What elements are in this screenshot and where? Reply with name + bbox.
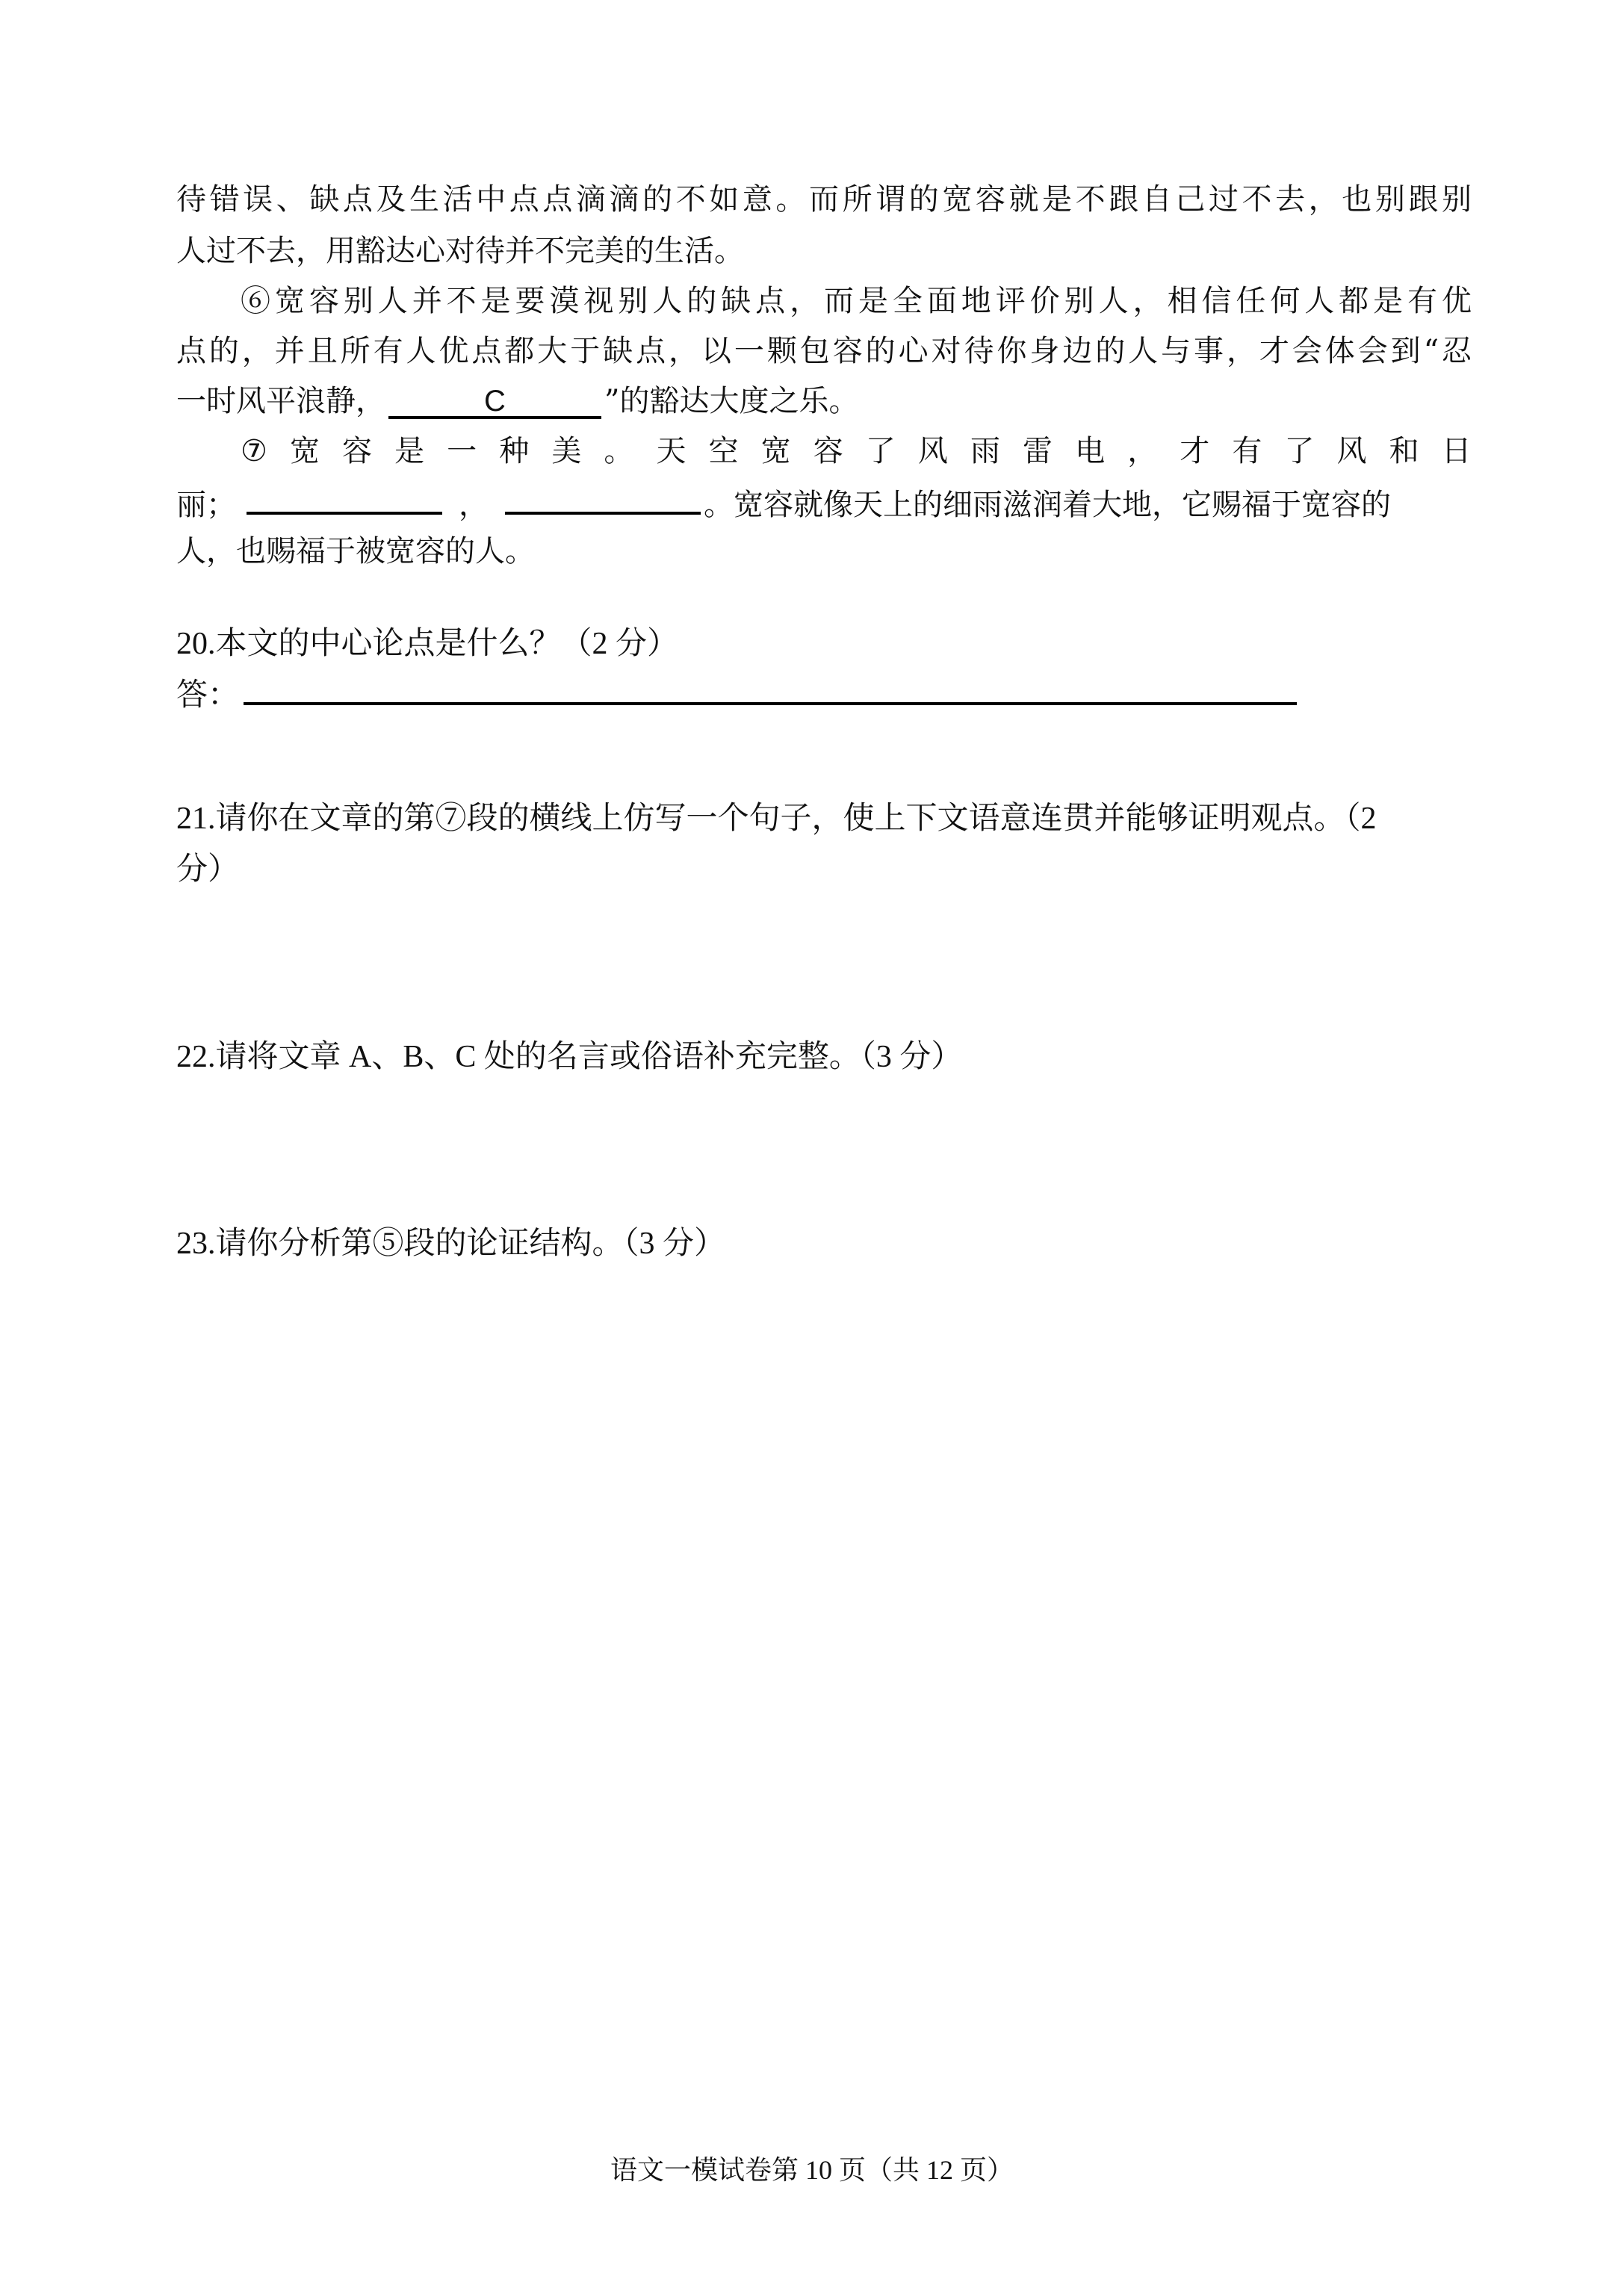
passage-continuation-line-2: 人过不去，用豁达心对待并不完美的生活。 [176,234,744,268]
fill-blank-c[interactable] [388,383,601,419]
paragraph-7-text-start: 丽； [176,488,236,522]
paragraph-6-text-before-blank: 一时风平浪静， [176,384,385,418]
question-22: 22.请将文章 A、B、C 处的名言或俗语补充完整。（3 分） [176,1040,963,1074]
paragraph-6-text-after-blank: ”的豁达大度之乐。 [604,384,859,418]
char: 日 [1441,434,1472,468]
answer-label: 答： [176,678,240,713]
paragraph-7-line-1 [176,429,1472,474]
char: 宽 [760,434,791,468]
page-footer: 语文一模试卷第 10 页（共 12 页） [610,2155,1014,2185]
fill-blank-imitation-2[interactable] [505,479,701,515]
char: 美 [551,434,582,468]
char: 和 [1389,434,1419,468]
char: 种 [499,434,530,468]
question-20-answer-line[interactable] [244,669,1297,705]
char: 风 [917,434,948,468]
blank-separator-comma: ， [459,488,489,522]
char: 天 [656,434,687,468]
char: ， [1127,434,1158,468]
char: 容 [342,434,373,468]
question-23: 23.请你分析第⑤段的论证结构。（3 分） [176,1227,726,1261]
char: 容 [813,434,843,468]
paragraph-6-line-2: 点的，并且所有人优点都大于缺点，以一颗包容的心对待你身边的人与事，才会体会到“忍 [176,334,1472,368]
char: 宽 [289,434,320,468]
paragraph-6-line-1: ⑥宽容别人并不是要漠视别人的缺点，而是全面地评价别人，相信任何人都是有优 [241,284,1472,318]
question-20-answer-row [176,669,1472,714]
paragraph-7-text-after-blanks: 。宽容就像天上的细雨滋润着大地，它赐福于宽容的 [704,488,1391,522]
passage-continuation-line-1: 待错误、缺点及生活中点点滴滴的不如意。而所谓的宽容就是不跟自己过不去，也别跟别 [176,182,1472,217]
char: 雨 [970,434,1000,468]
char: 电 [1075,434,1106,468]
paragraph-7-line-2 [176,479,1472,524]
char: 才 [1180,434,1210,468]
question-20: 20.本文的中心论点是什么？（2 分） [176,627,679,661]
char: 了 [1284,434,1315,468]
char: 一 [447,434,477,468]
char: 是 [394,434,425,468]
char: 空 [708,434,739,468]
char: 有 [1232,434,1262,468]
char: 。 [604,434,634,468]
paragraph-7-line-3: 人，也赐福于被宽容的人。 [176,534,535,568]
char: ⑦ [241,434,267,468]
char: 雷 [1023,434,1053,468]
char: 了 [865,434,896,468]
question-21-line-2: 分） [176,852,240,887]
char: 风 [1336,434,1367,468]
fill-blank-imitation-1[interactable] [247,479,442,515]
question-21-line-1: 21.请你在文章的第⑦段的横线上仿写一个句子，使上下文语意连贯并能够证明观点。（2 [176,802,1377,836]
paragraph-6-line-3 [176,379,1472,424]
blank-c-label: C [484,385,506,418]
